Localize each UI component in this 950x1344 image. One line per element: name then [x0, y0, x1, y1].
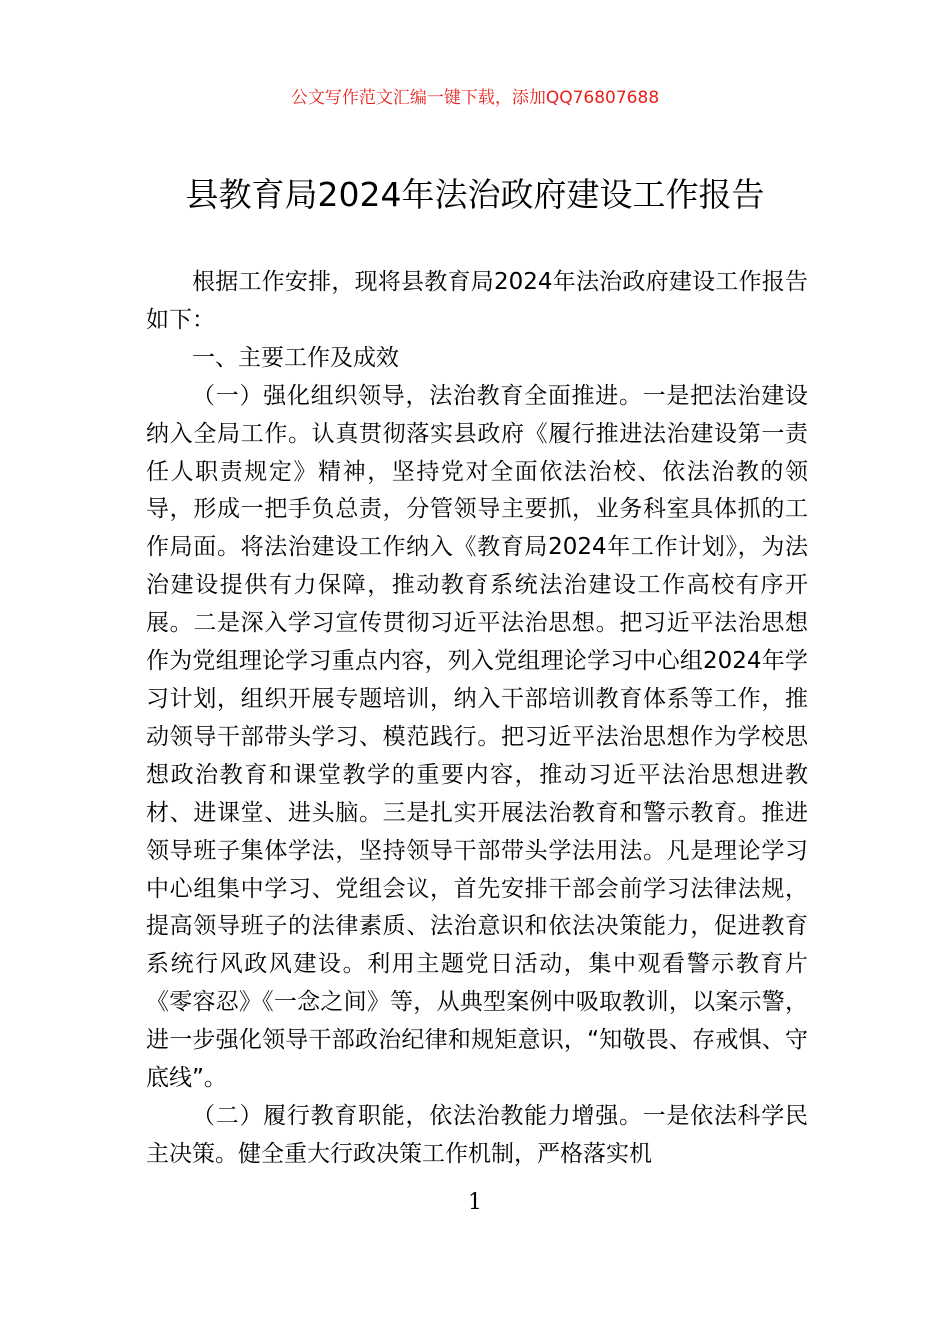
- section-heading: 一、主要工作及成效: [192, 344, 399, 371]
- intro-paragraph: 根据工作安排，现将县教育局2024年法治政府建设工作报告如下：: [146, 269, 808, 333]
- document-title: 县教育局2024年法治政府建设工作报告: [185, 175, 765, 214]
- document-body: [146, 264, 808, 1174]
- page-number: 1: [468, 1190, 482, 1215]
- header-download-note: 公文写作范文汇编一键下载，添加QQ76807688: [290, 88, 660, 108]
- body-paragraph: （二）履行教育职能，依法治教能力增强。一是依法科学民主决策。健全重大行政决策工作机制，严格落实机: [146, 1102, 808, 1167]
- body-paragraph: （一）强化组织领导，法治教育全面推进。一是把法治建设纳入全局工作。认真贯彻落实县政府《履行推进法治建设第一责任人职责规定》精神，坚持党对全面依法治校、依法治教的领导，形成一把手负总责，分管领导主要抓，业务科室具体抓的工作局面。将法治建设工作纳入《教育局2024年工作计划》，为法治建设提供有力保障，推动教育系统法治建设工作高校有序开展。二是深入学习宣传贯彻习近平法治思想。把习近平法治思想作为党组理论学习重点内容，列入党组理论学习中心组2024年学习计划，组织开展专题培训，纳入干部培训教育体系等工作，推动领导干部带头学习、模范践行。把习近平法治思想作为学校思想政治教育和课堂教学的重要内容，推动习近平法治思想进教材、进课堂、进头脑。三是扎实开展法治教育和警示教育。推进领导班子集体学法，坚持领导干部带头学法用法。凡是理论学习中心组集中学习、党组会议，首先安排干部会前学习法律法规，提高领导班子的法律素质、法治意识和依法决策能力，促进教育系统行风政风建设。利用主题党日活动，集中观看警示教育片《零容忍》《一念之间》等，从典型案例中吸取教训，以案示警，进一步强化领导干部政治纪律和规矩意识，“知敬畏、存戒惧、守底线”。: [146, 382, 808, 1092]
